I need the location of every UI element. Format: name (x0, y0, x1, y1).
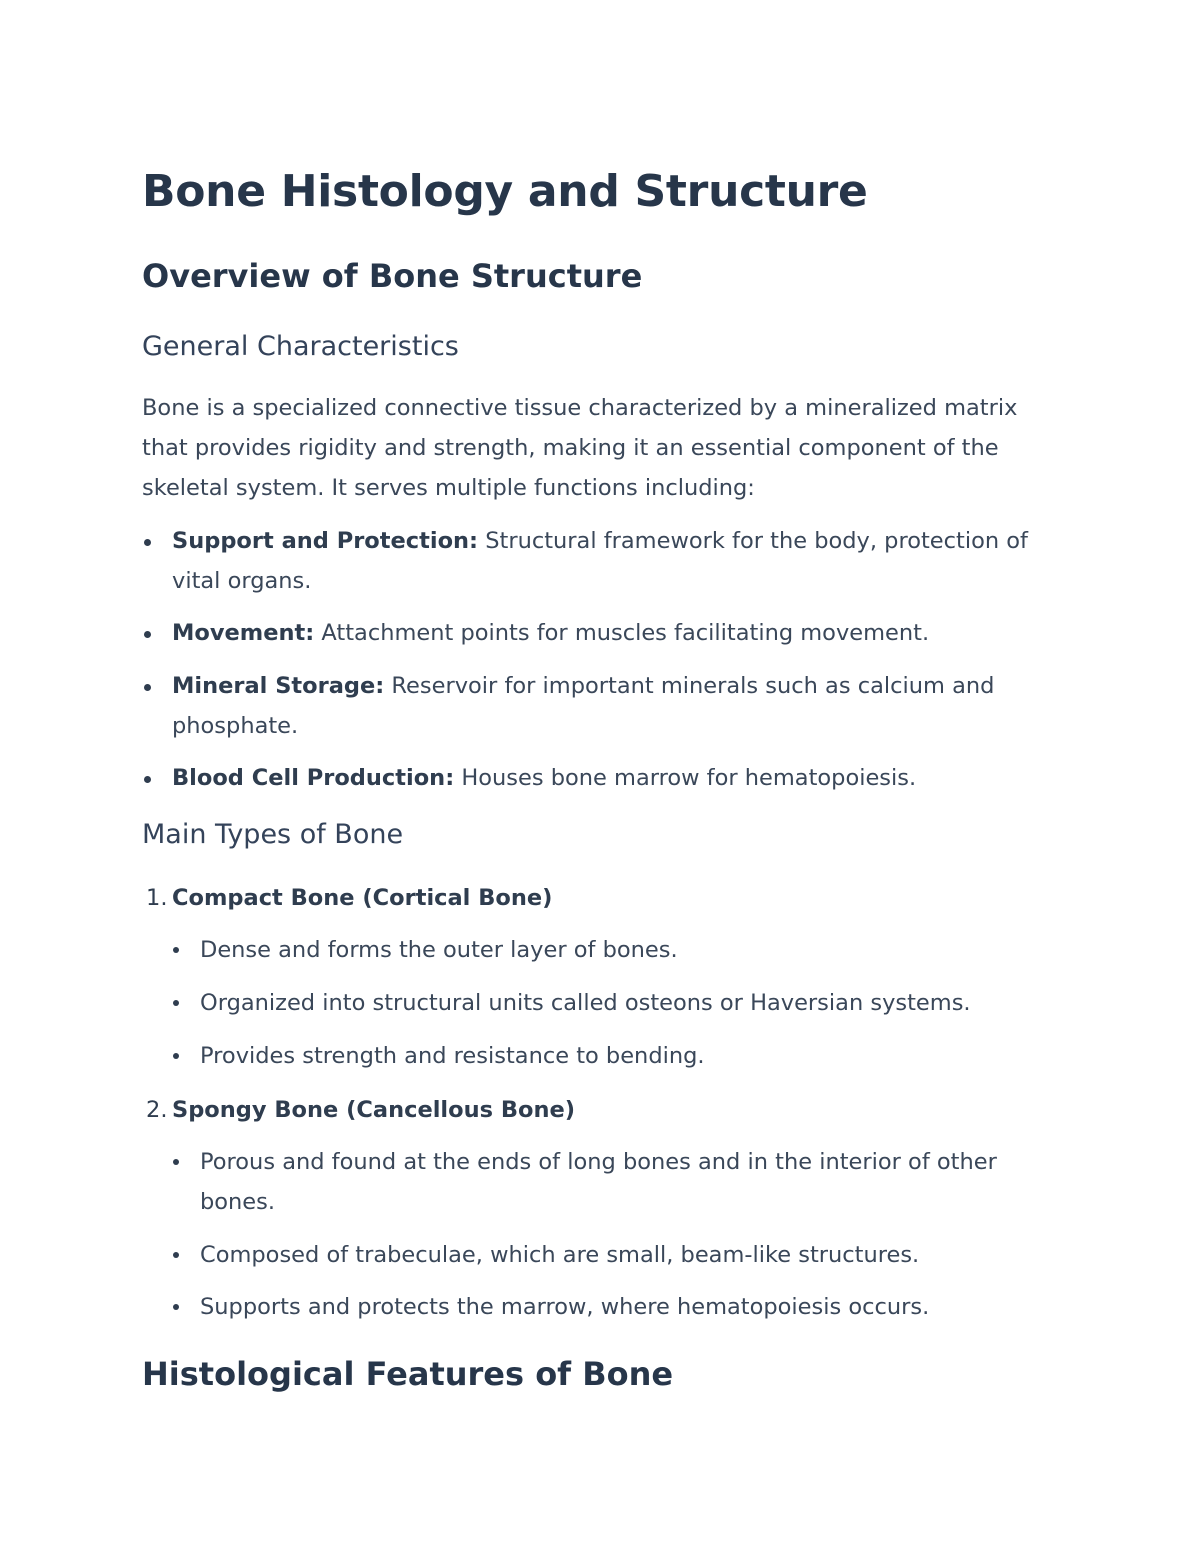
bullet-icon (173, 1053, 179, 1059)
bullet-icon (173, 1252, 179, 1258)
function-text: Houses bone marrow for hematopoiesis. (454, 765, 917, 791)
bullet-icon (173, 1304, 179, 1310)
list-item: Porous and found at the ends of long bones and in the interior of other bones. (200, 1142, 1060, 1222)
bullet-icon (144, 539, 151, 546)
bone-type-spongy (146, 1090, 576, 1130)
function-text: Reservoir for important minerals such as calcium and phosphate. (172, 673, 995, 739)
function-term: Movement: (172, 620, 315, 646)
function-item-blood-cell-production (172, 758, 1062, 798)
list-item: Composed of trabeculae, which are small, beam-like structures. (200, 1235, 1060, 1275)
list-number: 2. (146, 1097, 168, 1123)
general-characteristics-paragraph: Bone is a specialized connective tissue characterized by a mineralized matrix that provides rigidity and strength, making it an essential component of the skeletal system. It serves multiple functions including: (142, 395, 1018, 501)
function-item-support (172, 521, 1062, 601)
bullet-icon (173, 947, 179, 953)
function-term: Mineral Storage: (172, 673, 385, 699)
function-text: Structural framework for the body, protection of vital organs. (172, 528, 1028, 594)
bullet-icon (173, 1000, 179, 1006)
bullet-icon (144, 776, 151, 783)
bone-type-compact (146, 878, 553, 918)
list-item: Dense and forms the outer layer of bones. (200, 930, 1060, 970)
list-item: Provides strength and resistance to bending. (200, 1036, 1060, 1076)
function-term: Support and Protection: (172, 528, 479, 554)
function-item-movement (172, 613, 1062, 653)
section-heading-overview: Overview of Bone Structure (142, 257, 643, 295)
function-term: Blood Cell Production: (172, 765, 455, 791)
list-item: Organized into structural units called osteons or Haversian systems. (200, 983, 1060, 1023)
page-title: Bone Histology and Structure (142, 166, 868, 217)
function-text: Attachment points for muscles facilitating movement. (314, 620, 930, 646)
list-item: Supports and protects the marrow, where hematopoiesis occurs. (200, 1287, 1060, 1327)
list-number: 1. (146, 885, 168, 911)
bone-type-name: Compact Bone (Cortical Bone) (172, 885, 553, 911)
subheading-general-characteristics: General Characteristics (142, 331, 459, 362)
bone-type-name: Spongy Bone (Cancellous Bone) (172, 1097, 576, 1123)
bullet-icon (144, 631, 151, 638)
subheading-main-types: Main Types of Bone (142, 819, 404, 850)
bullet-icon (144, 684, 151, 691)
bullet-icon (173, 1159, 179, 1165)
function-item-mineral-storage (172, 666, 1062, 746)
section-heading-histological: Histological Features of Bone (142, 1355, 674, 1393)
